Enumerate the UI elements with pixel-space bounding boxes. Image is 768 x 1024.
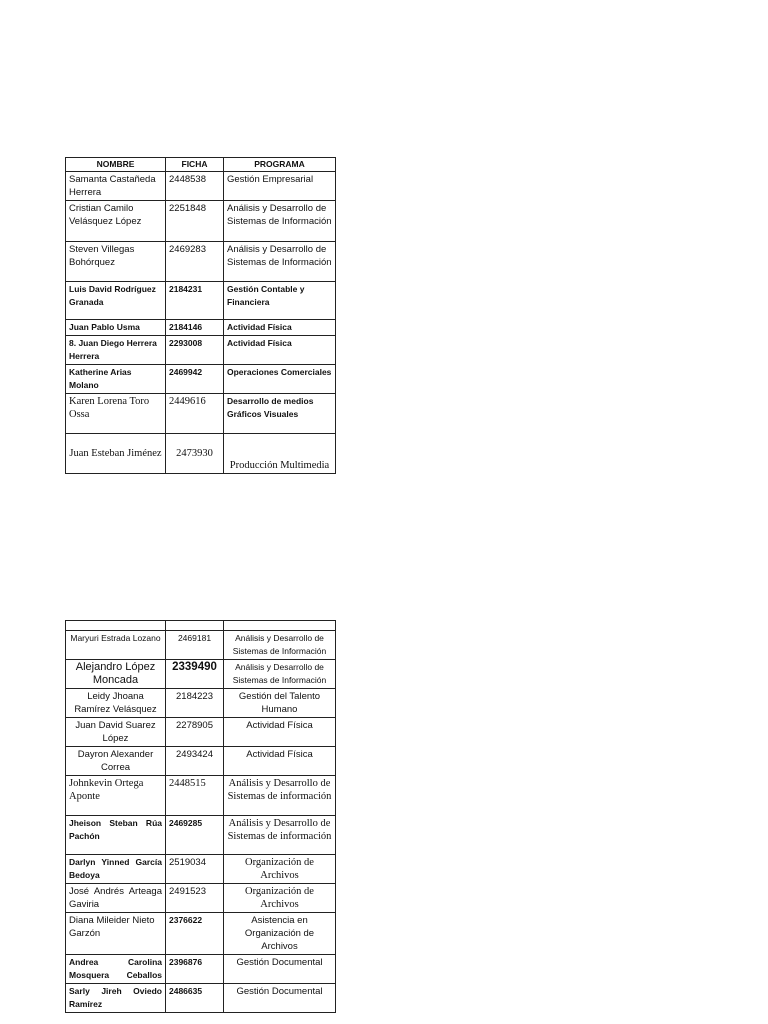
table-row: [66, 242, 336, 282]
cell-nombre: Katherine Arias Molano: [66, 365, 166, 394]
cell-nombre: Samanta Castañeda Herrera: [66, 172, 166, 201]
cell-ficha: 2184231: [166, 282, 224, 320]
cell-ficha: 2493424: [166, 747, 224, 776]
cell-ficha: 2519034: [166, 855, 224, 884]
nombre-text: José Andrés Arteaga Gaviria: [69, 886, 162, 910]
cell-nombre: Karen Lorena Toro Ossa: [66, 394, 166, 434]
cell-programa: Análisis y Desarrollo de Sistemas de información: [224, 776, 336, 816]
cell-nombre: Dayron Alexander Correa: [66, 747, 166, 776]
cell-programa: Organización de Archivos: [224, 884, 336, 913]
cell-ficha: 2376622: [166, 913, 224, 955]
cell-programa: Actividad Física: [224, 336, 336, 365]
table-row: [66, 660, 336, 689]
cell-programa: Gestión Contable y Financiera: [224, 282, 336, 320]
header-nombre: NOMBRE: [66, 158, 166, 172]
cell-nombre: Leidy Jhoana Ramírez Velásquez: [66, 689, 166, 718]
students-table-1: [65, 157, 336, 474]
cell-programa: Actividad Física: [224, 747, 336, 776]
cell-ficha: 2396876: [166, 955, 224, 984]
table-row: [66, 718, 336, 747]
table-row: [66, 747, 336, 776]
table-row: [66, 172, 336, 201]
table-row: [66, 320, 336, 336]
cell-ficha: 2293008: [166, 336, 224, 365]
table-row: [66, 689, 336, 718]
table-header-row: [66, 158, 336, 172]
empty-header-cell: [166, 621, 224, 631]
cell-programa: Análisis y Desarrollo de Sistemas de Información: [224, 631, 336, 660]
cell-programa: Actividad Física: [224, 320, 336, 336]
cell-ficha: 2278905: [166, 718, 224, 747]
cell-ficha: 2184223: [166, 689, 224, 718]
cell-programa: Organización de Archivos: [224, 855, 336, 884]
table-row: [66, 913, 336, 955]
table-row: [66, 855, 336, 884]
cell-programa: Análisis y Desarrollo de Sistemas de Información: [224, 201, 336, 242]
students-table-2: [65, 620, 336, 1013]
table-row: [66, 984, 336, 1013]
cell-ficha: 2473930: [166, 434, 224, 474]
cell-ficha: 2469283: [166, 242, 224, 282]
empty-header-cell: [66, 621, 166, 631]
header-programa: PROGRAMA: [224, 158, 336, 172]
table-header-row: [66, 621, 336, 631]
table-row: [66, 201, 336, 242]
cell-ficha: 2448515: [166, 776, 224, 816]
table-row: [66, 955, 336, 984]
cell-nombre: [66, 816, 166, 855]
table-row: [66, 884, 336, 913]
cell-programa: Actividad Física: [224, 718, 336, 747]
table-row: [66, 365, 336, 394]
cell-programa: Asistencia en Organización de Archivos: [224, 913, 336, 955]
cell-nombre: [66, 984, 166, 1013]
table-row: [66, 816, 336, 855]
cell-ficha: 2491523: [166, 884, 224, 913]
header-ficha: FICHA: [166, 158, 224, 172]
nombre-text: Andrea Carolina Mosquera Ceballos: [69, 957, 162, 980]
cell-programa: Gestión del Talento Humano: [224, 689, 336, 718]
cell-programa: Análisis y Desarrollo de Sistemas de Información: [224, 660, 336, 689]
cell-nombre: Johnkevin Ortega Aponte: [66, 776, 166, 816]
cell-nombre: [66, 855, 166, 884]
cell-nombre: Cristian Camilo Velásquez López: [66, 201, 166, 242]
table-row: [66, 394, 336, 434]
empty-header-cell: [224, 621, 336, 631]
cell-programa: Desarrollo de medios Gráficos Visuales: [224, 394, 336, 434]
cell-nombre: Juan Esteban Jiménez: [66, 434, 166, 474]
table-row: [66, 434, 336, 474]
nombre-text: Sarly Jireh Oviedo Ramírez: [69, 986, 162, 1009]
nombre-text: Jheison Steban Rúa Pachón: [69, 818, 162, 841]
cell-ficha: 2449616: [166, 394, 224, 434]
cell-ficha: 2469181: [166, 631, 224, 660]
cell-nombre: 8. Juan Diego Herrera Herrera: [66, 336, 166, 365]
cell-ficha: 2469942: [166, 365, 224, 394]
cell-programa: Gestión Documental: [224, 984, 336, 1013]
table-row: [66, 336, 336, 365]
cell-nombre: [66, 955, 166, 984]
cell-nombre: Alejandro López Moncada: [66, 660, 166, 689]
cell-programa: Producción Multimedia: [224, 434, 336, 474]
cell-nombre: Maryuri Estrada Lozano: [66, 631, 166, 660]
cell-nombre: Steven Villegas Bohórquez: [66, 242, 166, 282]
cell-ficha: 2448538: [166, 172, 224, 201]
cell-programa: Análisis y Desarrollo de Sistemas de Información: [224, 242, 336, 282]
cell-programa: Operaciones Comerciales: [224, 365, 336, 394]
cell-nombre: Diana Mileider Nieto Garzón: [66, 913, 166, 955]
cell-ficha: 2251848: [166, 201, 224, 242]
table-row: [66, 776, 336, 816]
cell-ficha: 2469285: [166, 816, 224, 855]
cell-programa: Gestión Empresarial: [224, 172, 336, 201]
cell-programa: Gestión Documental: [224, 955, 336, 984]
cell-ficha: 2339490: [166, 660, 224, 689]
cell-ficha: 2486635: [166, 984, 224, 1013]
cell-nombre: [66, 884, 166, 913]
cell-nombre: Luis David Rodríguez Granada: [66, 282, 166, 320]
nombre-text: Darlyn Yinned García Bedoya: [69, 857, 162, 880]
cell-nombre: Juan Pablo Usma: [66, 320, 166, 336]
table-row: [66, 631, 336, 660]
table-row: [66, 282, 336, 320]
cell-ficha: 2184146: [166, 320, 224, 336]
cell-nombre: Juan David Suarez López: [66, 718, 166, 747]
cell-programa: Análisis y Desarrollo de Sistemas de información: [224, 816, 336, 855]
